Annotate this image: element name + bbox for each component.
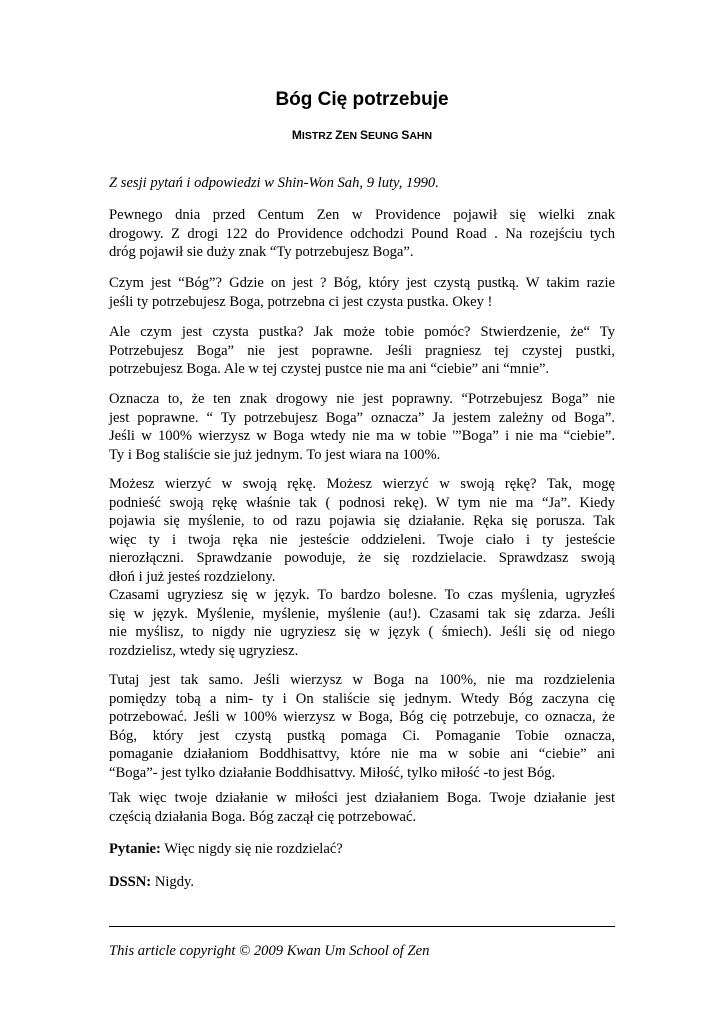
question-text: Więc nigdy się nie rozdzielać? <box>160 841 343 857</box>
article-author: MISTRZ ZEN SEUNG SAHN <box>291 128 433 142</box>
question-line <box>109 840 615 859</box>
paragraph-1: Pewnego dnia przed Centum Zen w Providence pojawił się wielki znak drogowy. Z drogi 122 do Providence odchodzi Pound Road . Na rozejściu tych dróg pojawił sie duży znak “Ty potrzebujesz Boga”. <box>109 207 615 261</box>
question-label: Pytanie: <box>109 841 161 857</box>
article-title: Bóg Cię potrzebuje <box>275 89 449 110</box>
paragraph-5: Możesz wierzyć w swoją rękę. Możesz wierzyć w swoją rękę? Tak, mogę podnieść swoją rękę właśnie tak ( podnosi rekę). W tym nie ma “Ja”. Kiedy pojawia się myślenie, to od razu pojawia się działanie. Ręka się porusza. Tak więc ty i twoja ręka nie jesteście oddzieleni. Twoje ciało i ty jesteście nierozłącznі. Sprawdzanie powoduje, że się rozdzielacie. Sprawdzasz swoją dłoń i już jesteś rozdzielony. <box>109 476 615 585</box>
paragraph-4: Oznacza to, że ten znak drogowy nie jest poprawny. “Potrzebujesz Boga” nie jest poprawne. “ Ty potrzebujesz Boga” oznacza” Ja jestem zależny od Boga”. Jeśli w 100% wierzysz w Boga wtedy nie ma w tobie '”Boga” i nie ma “ciebie”. Ty i Bog staliście sie już jednym. To jest wiara na 100%. <box>109 391 615 463</box>
answer-text: Nigdy. <box>151 874 195 890</box>
copyright-footer: This article copyright © 2009 Kwan Um School of Zen <box>109 943 430 959</box>
footer-divider <box>109 926 615 927</box>
paragraph-2: Czym jest “Bóg”? Gdzie on jest ? Bóg, który jest czystą pustką. W takim razie jeśli ty potrzebujesz Boga, potrzebna ci jest czysta pustka. Okey ! <box>109 275 615 310</box>
intro-line: Z sesji pytań i odpowiedzi w Shin-Won Sah, 9 luty, 1990. <box>109 175 439 191</box>
paragraph-8: Tak więc twoje działanie w miłości jest działaniem Boga. Twoje działanie jest częścią działania Boga. Bóg zaczął cię potrzebować. <box>109 790 615 825</box>
answer-label: DSSN: <box>109 874 152 890</box>
paragraph-3: Ale czym jest czysta pustka? Jak może tobie pomóc? Stwierdzenie, że“ Ty Potrzebujesz Boga” nie jest poprawne. Jeśli pragniesz tej czystej pustki, potrzebujesz Boga. Ale w tej czystej pustce nie ma ani “ciebie” ani “mnie”. <box>109 324 615 378</box>
paragraph-7: Tutaj jest tak samo. Jeśli wierzysz w Boga na 100%, nie ma rozdzielenia pomiędzy tobą a nim- ty i On staliście się jednym. Wtedy Bóg zaczyna cię potrzebować. Jeśli w 100% wierzysz w Boga, Bóg cię potrzebuje, co oznacza, że Bóg, który jest czystą pustką pomaga Ci. Pomaganie Tobie oznacza, pomaganie działaniom Boddhisattvy, które nie ma w sobie ani “ciebie” ani “Boga”- jest tylko działanie Boddhisattvy. Miłość, tylko miłość -to jest Bóg. <box>109 672 615 781</box>
answer-line <box>109 873 615 892</box>
paragraph-6: Czasami ugryziesz się w język. To bardzo bolesne. To czas myślenia, ugryzłeś się w język. Myślenie, myślenie, myślenie (au!). Czasami tak się zdarza. Jeśli nie myślisz, to nigdy nie ugryziesz się w język ( śmiech). Jeśli się od niego rozdzielisz, wtedy się ugryziesz. <box>109 587 615 659</box>
